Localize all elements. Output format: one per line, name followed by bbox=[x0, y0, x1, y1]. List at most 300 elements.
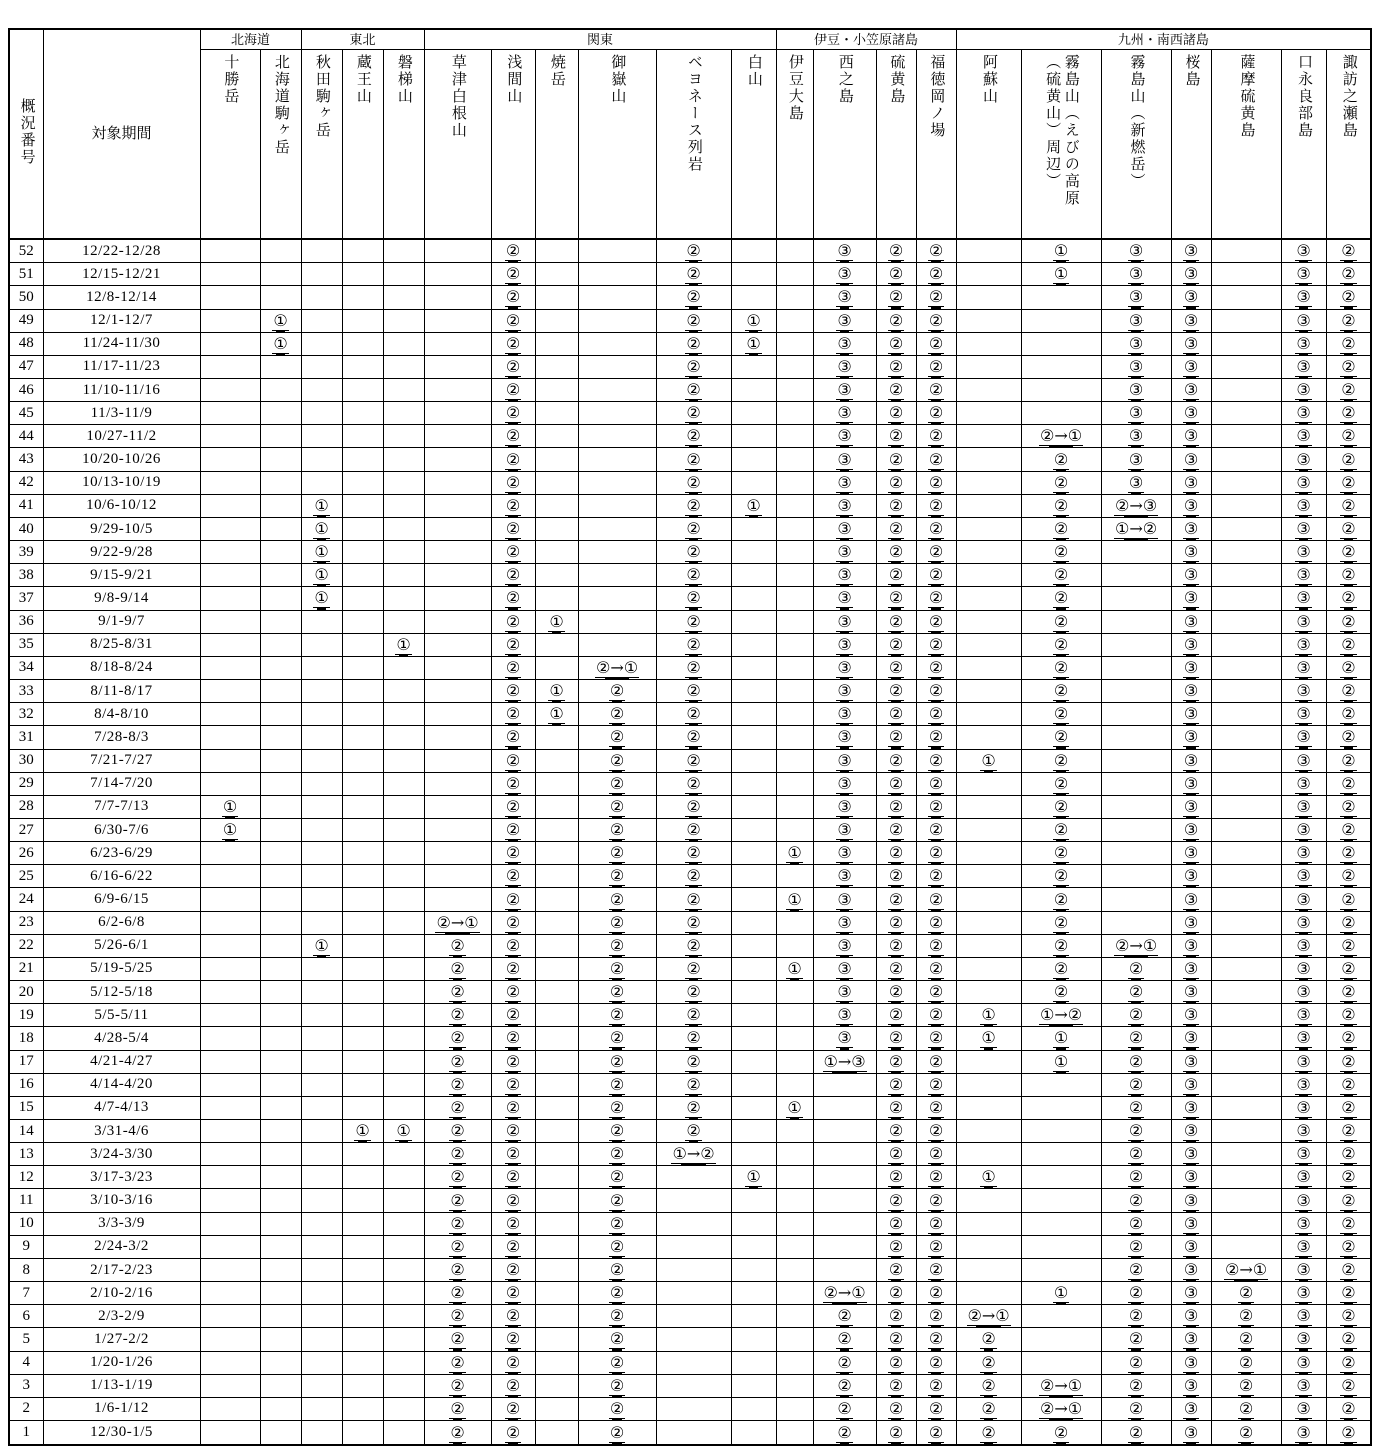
alert-level-value: ② bbox=[686, 866, 701, 886]
alert-level-value: ② bbox=[1238, 1398, 1254, 1418]
alert-level-cell bbox=[656, 1235, 731, 1258]
alert-level-value: ② bbox=[928, 1283, 944, 1303]
alert-level-cell bbox=[383, 239, 424, 263]
alert-level-value: ② bbox=[450, 1352, 465, 1372]
alert-level-cell bbox=[916, 402, 956, 425]
volcano-column-header bbox=[916, 50, 956, 240]
alert-level-cell bbox=[876, 680, 916, 703]
alert-level-cell bbox=[342, 1282, 383, 1305]
alert-level-value: ② bbox=[505, 565, 521, 585]
alert-level-cell bbox=[535, 772, 578, 795]
alert-level-value: ② bbox=[1341, 958, 1356, 978]
alert-level-cell bbox=[1326, 749, 1371, 772]
target-period-cell: 10/20-10/26 bbox=[43, 448, 200, 471]
alert-level-value: ② bbox=[837, 1352, 852, 1372]
table-row bbox=[9, 1073, 1371, 1096]
alert-level-value: ② bbox=[450, 1213, 465, 1233]
alert-level-value: ② bbox=[505, 727, 521, 747]
alert-level-cell bbox=[731, 1397, 776, 1420]
alert-level-value: ② bbox=[928, 310, 944, 330]
alert-level-value: ① bbox=[549, 611, 564, 631]
alert-level-value: ③ bbox=[837, 287, 852, 307]
alert-level-cell bbox=[1281, 541, 1326, 564]
alert-level-cell bbox=[1281, 610, 1326, 633]
alert-level-cell bbox=[301, 1143, 342, 1166]
alert-level-value: ③ bbox=[1296, 588, 1311, 608]
alert-level-cell bbox=[1326, 587, 1371, 610]
alert-level-cell bbox=[776, 703, 813, 726]
alert-level-cell bbox=[535, 402, 578, 425]
alert-level-cell bbox=[776, 934, 813, 957]
alert-level-cell bbox=[1326, 680, 1371, 703]
alert-level-cell bbox=[342, 680, 383, 703]
alert-level-cell bbox=[491, 1235, 535, 1258]
alert-level-cell bbox=[342, 749, 383, 772]
alert-level-cell bbox=[813, 1421, 876, 1445]
alert-level-cell bbox=[424, 332, 491, 355]
alert-level-cell bbox=[1211, 934, 1281, 957]
alert-level-cell bbox=[876, 1351, 916, 1374]
alert-level-value: ②→① bbox=[595, 657, 639, 677]
alert-level-cell bbox=[535, 1143, 578, 1166]
alert-level-value: ② bbox=[888, 704, 904, 724]
alert-level-cell bbox=[1326, 1212, 1371, 1235]
volcano-column-header bbox=[813, 50, 876, 240]
alert-level-cell bbox=[813, 1258, 876, 1281]
alert-level-value: ③ bbox=[1296, 495, 1311, 515]
alert-level-cell bbox=[260, 680, 301, 703]
target-period-cell: 12/30-1/5 bbox=[43, 1421, 200, 1445]
alert-level-cell bbox=[578, 888, 656, 911]
alert-level-cell bbox=[916, 1189, 956, 1212]
alert-level-cell bbox=[656, 1351, 731, 1374]
table-row bbox=[9, 471, 1371, 494]
alert-level-value: ② bbox=[1341, 333, 1356, 353]
alert-level-cell bbox=[1021, 795, 1101, 818]
alert-level-value: ③ bbox=[837, 333, 852, 353]
alert-level-cell bbox=[656, 402, 731, 425]
alert-level-cell bbox=[578, 332, 656, 355]
alert-level-value: ② bbox=[981, 1352, 996, 1372]
alert-level-cell bbox=[301, 633, 342, 656]
alert-level-cell bbox=[956, 934, 1021, 957]
alert-level-value: ② bbox=[1341, 1167, 1356, 1187]
alert-level-cell bbox=[260, 494, 301, 517]
alert-level-cell bbox=[535, 1421, 578, 1445]
alert-level-cell bbox=[424, 703, 491, 726]
table-row bbox=[9, 564, 1371, 587]
alert-level-value: ③ bbox=[1183, 1167, 1199, 1187]
alert-level-value: ③ bbox=[1183, 935, 1199, 955]
alert-level-cell bbox=[535, 309, 578, 332]
alert-level-cell bbox=[1101, 1351, 1171, 1374]
alert-level-cell bbox=[916, 633, 956, 656]
target-period-cell: 9/29-10/5 bbox=[43, 517, 200, 540]
alert-level-value: ② bbox=[1341, 1121, 1356, 1141]
alert-level-cell bbox=[956, 1374, 1021, 1397]
alert-level-cell bbox=[301, 309, 342, 332]
alert-level-value: ② bbox=[928, 333, 944, 353]
alert-level-value: ② bbox=[505, 1283, 521, 1303]
table-row bbox=[9, 1282, 1371, 1305]
alert-level-value: ② bbox=[609, 889, 625, 909]
alert-level-cell bbox=[424, 379, 491, 402]
alert-level-value: ② bbox=[450, 1121, 465, 1141]
alert-level-cell bbox=[1101, 1397, 1171, 1420]
alert-level-cell bbox=[1021, 402, 1101, 425]
alert-level-cell bbox=[956, 1351, 1021, 1374]
alert-level-value: ② bbox=[1341, 866, 1356, 886]
alert-level-cell bbox=[656, 1258, 731, 1281]
alert-level-value: ③ bbox=[837, 820, 852, 840]
report-number-cell: 18 bbox=[9, 1027, 43, 1050]
alert-level-cell bbox=[383, 541, 424, 564]
alert-level-cell bbox=[342, 448, 383, 471]
alert-level-cell bbox=[383, 402, 424, 425]
alert-level-cell bbox=[731, 1258, 776, 1281]
alert-level-cell bbox=[200, 1096, 260, 1119]
alert-level-cell bbox=[491, 772, 535, 795]
alert-level-cell bbox=[578, 564, 656, 587]
alert-level-cell bbox=[342, 656, 383, 679]
alert-level-cell bbox=[578, 703, 656, 726]
alert-level-cell bbox=[1326, 818, 1371, 841]
alert-level-cell bbox=[1171, 1096, 1211, 1119]
alert-level-cell bbox=[731, 1351, 776, 1374]
volcano-column-header bbox=[1211, 50, 1281, 240]
alert-level-cell bbox=[578, 795, 656, 818]
alert-level-value: ③ bbox=[1296, 264, 1311, 284]
alert-level-cell bbox=[1171, 379, 1211, 402]
alert-level-cell bbox=[1211, 1189, 1281, 1212]
alert-level-value: ③ bbox=[837, 426, 852, 446]
volcano-column-header bbox=[301, 50, 342, 240]
alert-level-cell bbox=[383, 494, 424, 517]
alert-level-value: ① bbox=[746, 333, 761, 353]
alert-level-cell bbox=[1281, 1120, 1326, 1143]
alert-level-cell bbox=[916, 1374, 956, 1397]
alert-level-cell bbox=[1326, 1328, 1371, 1351]
alert-level-cell bbox=[301, 1397, 342, 1420]
alert-level-cell bbox=[776, 981, 813, 1004]
alert-level-cell bbox=[1211, 911, 1281, 934]
report-number-cell: 23 bbox=[9, 911, 43, 934]
alert-level-cell bbox=[1171, 957, 1211, 980]
alert-level-cell bbox=[776, 1282, 813, 1305]
alert-level-cell bbox=[342, 633, 383, 656]
alert-level-cell bbox=[1211, 1258, 1281, 1281]
alert-level-cell bbox=[1281, 471, 1326, 494]
table-row bbox=[9, 1143, 1371, 1166]
region-group-header bbox=[776, 29, 956, 50]
alert-level-value: ① bbox=[787, 958, 802, 978]
report-number-column-header bbox=[9, 29, 43, 239]
alert-level-cell bbox=[342, 587, 383, 610]
table-row bbox=[9, 1305, 1371, 1328]
alert-level-value: ② bbox=[1341, 982, 1356, 1002]
volcano-alert-weekly-table-page bbox=[8, 28, 1372, 1446]
alert-level-value: ① bbox=[981, 1167, 996, 1187]
alert-level-cell bbox=[200, 402, 260, 425]
alert-level-cell bbox=[1171, 1374, 1211, 1397]
alert-level-value: ① bbox=[787, 889, 802, 909]
alert-level-cell bbox=[956, 448, 1021, 471]
alert-level-cell bbox=[1211, 680, 1281, 703]
target-period-cell: 7/21-7/27 bbox=[43, 749, 200, 772]
alert-level-cell bbox=[656, 587, 731, 610]
alert-level-value: ② bbox=[888, 727, 904, 747]
alert-level-cell bbox=[1281, 1189, 1326, 1212]
alert-level-cell bbox=[535, 818, 578, 841]
alert-level-value: ③ bbox=[1183, 820, 1199, 840]
alert-level-cell bbox=[1281, 726, 1326, 749]
alert-level-value: ② bbox=[928, 1213, 944, 1233]
alert-level-cell bbox=[301, 888, 342, 911]
report-number-cell: 8 bbox=[9, 1258, 43, 1281]
alert-level-cell bbox=[956, 842, 1021, 865]
alert-level-cell bbox=[383, 379, 424, 402]
alert-level-value: ③ bbox=[1128, 380, 1144, 400]
alert-level-value: ②→① bbox=[1225, 1260, 1268, 1280]
alert-level-cell bbox=[1021, 1212, 1101, 1235]
alert-level-cell bbox=[491, 309, 535, 332]
alert-level-value: ② bbox=[1341, 1190, 1356, 1210]
alert-level-cell bbox=[260, 541, 301, 564]
alert-level-value: ② bbox=[609, 982, 625, 1002]
alert-level-value: ① bbox=[355, 1121, 370, 1141]
alert-level-value: ② bbox=[1053, 820, 1069, 840]
alert-level-cell bbox=[301, 1258, 342, 1281]
alert-level-value: ② bbox=[686, 889, 701, 909]
alert-level-value: ③ bbox=[837, 657, 852, 677]
alert-level-cell bbox=[731, 888, 776, 911]
alert-level-value: ② bbox=[1341, 1074, 1356, 1094]
alert-level-cell bbox=[731, 703, 776, 726]
alert-level-cell bbox=[876, 448, 916, 471]
alert-level-cell bbox=[776, 332, 813, 355]
alert-level-value: ② bbox=[450, 935, 465, 955]
alert-level-value: ② bbox=[1341, 773, 1356, 793]
alert-level-cell bbox=[342, 1096, 383, 1119]
alert-level-value: ② bbox=[686, 773, 701, 793]
alert-level-cell bbox=[535, 656, 578, 679]
alert-level-value: ③ bbox=[837, 773, 852, 793]
alert-level-cell bbox=[383, 703, 424, 726]
alert-level-value: ② bbox=[888, 866, 904, 886]
alert-level-cell bbox=[731, 309, 776, 332]
alert-level-cell bbox=[813, 1374, 876, 1397]
alert-level-cell bbox=[1021, 911, 1101, 934]
alert-level-cell bbox=[1101, 425, 1171, 448]
target-period-cell: 1/6-1/12 bbox=[43, 1397, 200, 1420]
alert-level-cell bbox=[1281, 703, 1326, 726]
alert-level-value: ② bbox=[1053, 565, 1069, 585]
alert-level-cell bbox=[342, 286, 383, 309]
alert-level-cell bbox=[1281, 1328, 1326, 1351]
alert-level-value: ② bbox=[686, 704, 701, 724]
alert-level-value: ② bbox=[928, 519, 944, 539]
alert-level-value: ② bbox=[505, 611, 521, 631]
alert-level-cell bbox=[1281, 494, 1326, 517]
alert-level-cell bbox=[1326, 1166, 1371, 1189]
alert-level-cell bbox=[424, 1189, 491, 1212]
report-number-cell: 7 bbox=[9, 1282, 43, 1305]
alert-level-cell bbox=[260, 239, 301, 263]
alert-level-cell bbox=[424, 1351, 491, 1374]
alert-level-value: ③ bbox=[1296, 449, 1311, 469]
alert-level-cell bbox=[383, 1305, 424, 1328]
alert-level-cell bbox=[876, 1004, 916, 1027]
alert-level-cell bbox=[731, 865, 776, 888]
table-row bbox=[9, 888, 1371, 911]
header-group-row bbox=[9, 29, 1371, 50]
alert-level-cell bbox=[1021, 1258, 1101, 1281]
alert-level-cell bbox=[535, 587, 578, 610]
alert-level-value: ③ bbox=[1183, 241, 1199, 261]
alert-level-cell bbox=[776, 1050, 813, 1073]
alert-level-cell bbox=[813, 1027, 876, 1050]
alert-level-cell bbox=[813, 772, 876, 795]
alert-level-cell bbox=[383, 1166, 424, 1189]
alert-level-cell bbox=[1171, 1258, 1211, 1281]
alert-level-value: ② bbox=[609, 958, 625, 978]
alert-level-value: ② bbox=[928, 1167, 944, 1187]
alert-level-cell bbox=[1326, 610, 1371, 633]
alert-level-cell bbox=[383, 1282, 424, 1305]
alert-level-cell bbox=[916, 379, 956, 402]
report-number-cell: 26 bbox=[9, 842, 43, 865]
alert-level-cell bbox=[491, 239, 535, 263]
alert-level-value: ②→③ bbox=[1115, 495, 1158, 515]
alert-level-cell bbox=[424, 1328, 491, 1351]
alert-level-cell bbox=[260, 703, 301, 726]
alert-level-cell bbox=[876, 517, 916, 540]
alert-level-table bbox=[8, 28, 1372, 1446]
alert-level-cell bbox=[342, 1305, 383, 1328]
volcano-column-header bbox=[1281, 50, 1326, 240]
alert-level-cell bbox=[342, 1027, 383, 1050]
alert-level-value: ③ bbox=[837, 958, 852, 978]
alert-level-cell bbox=[200, 471, 260, 494]
alert-level-value: ② bbox=[450, 1306, 465, 1326]
alert-level-value: ② bbox=[1341, 1097, 1356, 1117]
target-period-cell: 8/4-8/10 bbox=[43, 703, 200, 726]
alert-level-value: ①→② bbox=[1040, 1005, 1083, 1025]
alert-level-cell bbox=[813, 541, 876, 564]
alert-level-cell bbox=[656, 703, 731, 726]
volcano-column-header bbox=[424, 50, 491, 240]
alert-level-cell bbox=[200, 541, 260, 564]
alert-level-value: ② bbox=[1341, 380, 1356, 400]
alert-level-cell bbox=[1101, 332, 1171, 355]
alert-level-value: ② bbox=[888, 1422, 904, 1442]
alert-level-cell bbox=[342, 865, 383, 888]
alert-level-cell bbox=[578, 1305, 656, 1328]
alert-level-cell bbox=[491, 286, 535, 309]
alert-level-cell bbox=[1021, 541, 1101, 564]
alert-level-cell bbox=[813, 1166, 876, 1189]
alert-level-cell bbox=[578, 1189, 656, 1212]
alert-level-cell bbox=[535, 1004, 578, 1027]
target-period-cell: 12/8-12/14 bbox=[43, 286, 200, 309]
alert-level-cell bbox=[383, 263, 424, 286]
alert-level-cell bbox=[1101, 286, 1171, 309]
alert-level-cell bbox=[535, 355, 578, 378]
alert-level-value: ② bbox=[686, 1074, 701, 1094]
report-number-cell: 27 bbox=[9, 818, 43, 841]
alert-level-cell bbox=[424, 564, 491, 587]
alert-level-cell bbox=[916, 888, 956, 911]
volcano-column-header bbox=[876, 50, 916, 240]
alert-level-cell bbox=[876, 379, 916, 402]
alert-level-cell bbox=[1101, 355, 1171, 378]
alert-level-cell bbox=[1021, 842, 1101, 865]
alert-level-value: ② bbox=[505, 1190, 521, 1210]
alert-level-value: ② bbox=[1128, 1352, 1144, 1372]
alert-level-cell bbox=[424, 286, 491, 309]
alert-level-cell bbox=[200, 1004, 260, 1027]
alert-level-cell bbox=[1101, 263, 1171, 286]
alert-level-cell bbox=[260, 1374, 301, 1397]
alert-level-cell bbox=[1171, 1397, 1211, 1420]
alert-level-cell bbox=[1021, 587, 1101, 610]
alert-level-cell bbox=[424, 680, 491, 703]
alert-level-cell bbox=[1101, 1120, 1171, 1143]
alert-level-cell bbox=[1281, 818, 1326, 841]
alert-level-cell bbox=[200, 425, 260, 448]
alert-level-value: ① bbox=[273, 333, 288, 353]
alert-level-value: ② bbox=[888, 426, 904, 446]
alert-level-value: ③ bbox=[1296, 796, 1311, 816]
alert-level-value: ② bbox=[609, 1121, 625, 1141]
alert-level-value: ②→① bbox=[1040, 1375, 1083, 1395]
alert-level-cell bbox=[956, 633, 1021, 656]
alert-level-cell bbox=[535, 888, 578, 911]
alert-level-cell bbox=[1171, 888, 1211, 911]
alert-level-cell bbox=[1211, 471, 1281, 494]
alert-level-value: ② bbox=[505, 426, 521, 446]
alert-level-cell bbox=[813, 1235, 876, 1258]
alert-level-cell bbox=[1211, 1166, 1281, 1189]
alert-level-cell bbox=[301, 564, 342, 587]
alert-level-cell bbox=[535, 911, 578, 934]
alert-level-cell bbox=[813, 1050, 876, 1073]
alert-level-cell bbox=[301, 772, 342, 795]
alert-level-cell bbox=[383, 355, 424, 378]
target-period-cell: 4/7-4/13 bbox=[43, 1096, 200, 1119]
alert-level-cell bbox=[1171, 332, 1211, 355]
alert-level-cell bbox=[578, 425, 656, 448]
alert-level-cell bbox=[776, 911, 813, 934]
alert-level-cell bbox=[776, 379, 813, 402]
alert-level-cell bbox=[731, 263, 776, 286]
alert-level-value: ② bbox=[1053, 519, 1069, 539]
volcano-name: 蔵王山 bbox=[354, 54, 371, 105]
alert-level-value: ③ bbox=[837, 519, 852, 539]
alert-level-cell bbox=[1211, 402, 1281, 425]
alert-level-cell bbox=[916, 911, 956, 934]
alert-level-cell bbox=[1211, 888, 1281, 911]
volcano-name: 霧島山（新燃岳） bbox=[1128, 54, 1145, 190]
alert-level-cell bbox=[876, 494, 916, 517]
report-number-cell: 50 bbox=[9, 286, 43, 309]
report-number-cell: 24 bbox=[9, 888, 43, 911]
alert-level-cell bbox=[200, 1328, 260, 1351]
volcano-column-header bbox=[260, 50, 301, 240]
alert-level-value: ② bbox=[609, 1167, 625, 1187]
alert-level-cell bbox=[200, 1189, 260, 1212]
alert-level-value: ② bbox=[888, 1398, 904, 1418]
